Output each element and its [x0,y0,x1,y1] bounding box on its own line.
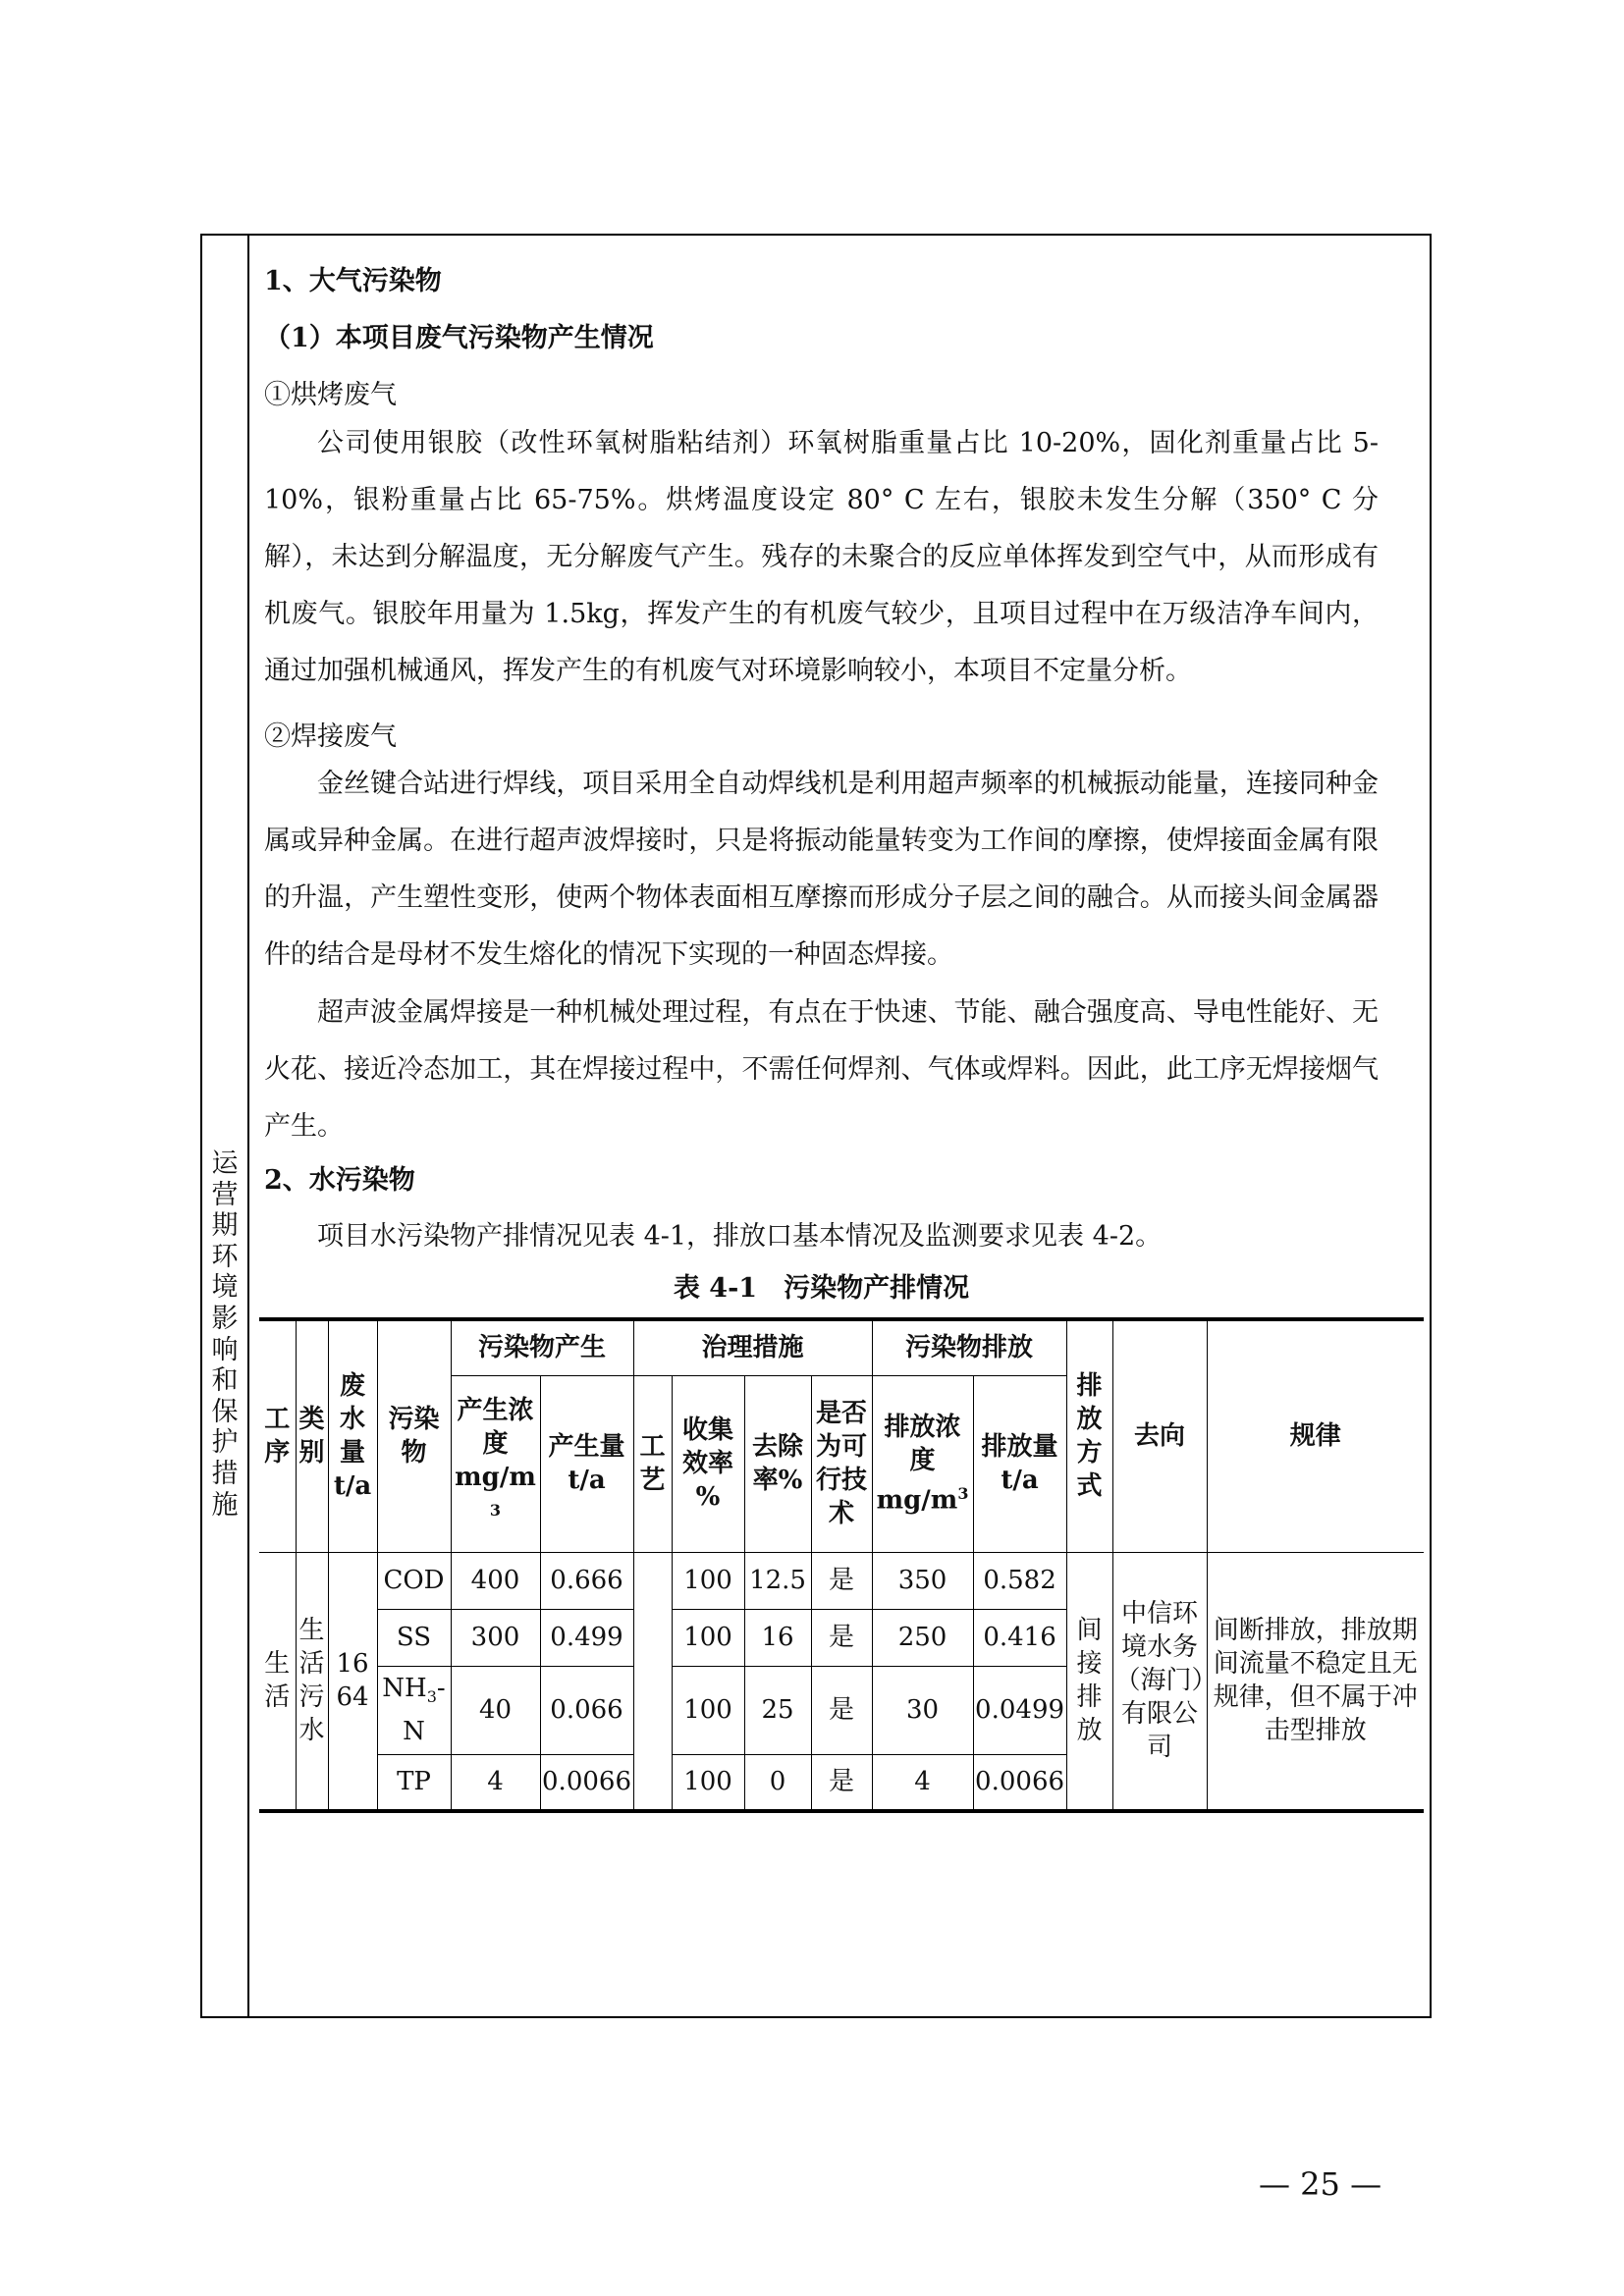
cell-em-amount: 0.0499 [973,1666,1066,1754]
cell-feasible: 是 [811,1754,872,1811]
water-pollutants-heading: 2、水污染物 [264,1165,415,1196]
cell-removal-rate: 12.5 [744,1552,811,1609]
table-row [259,1552,1424,1609]
cell-discharge-mode: 间接排放 [1066,1552,1112,1811]
side-label-char: 护 [211,1427,239,1459]
header-removal-rate: 去除率% [744,1375,811,1552]
cell-feasible: 是 [811,1609,872,1666]
side-label-char: 施 [211,1489,239,1521]
cell-pollutant: TP [377,1754,451,1811]
cell-collection-rate: 100 [672,1552,744,1609]
cell-gen-amount: 0.066 [540,1666,633,1754]
side-label-char: 影 [211,1303,239,1334]
cell-pollutant: COD [377,1552,451,1609]
page-number: — 25 — [1259,2165,1382,2203]
header-destination: 去向 [1112,1319,1207,1552]
welding-gas-heading: ②焊接废气 [264,721,397,752]
header-emission-group: 污染物排放 [872,1319,1066,1375]
cell-em-concentration: 350 [872,1552,973,1609]
side-label-char: 环 [211,1241,239,1272]
cell-em-amount: 0.582 [973,1552,1066,1609]
header-em-amount: 排放量 t/a [973,1375,1066,1552]
cell-destination: 中信环境水务（海门）有限公司 [1112,1552,1207,1811]
cell-pattern: 间断排放，排放期间流量不稳定且无规律，但不属于冲击型排放 [1207,1552,1424,1811]
cell-gen-amount: 0.499 [540,1609,633,1666]
header-pollutant: 污染物 [377,1319,451,1552]
cell-pollutant: SS [377,1609,451,1666]
cell-em-concentration: 250 [872,1609,973,1666]
cell-collection-rate: 100 [672,1666,744,1754]
baking-gas-heading: ①烘烤废气 [264,380,397,410]
cell-technique [633,1552,672,1811]
side-label-char: 境 [211,1272,239,1304]
cell-gen-concentration: 4 [451,1754,540,1811]
side-label-char: 响 [211,1334,239,1365]
cell-collection-rate: 100 [672,1609,744,1666]
cell-gen-amount: 0.0066 [540,1754,633,1811]
cell-em-amount: 0.416 [973,1609,1066,1666]
cell-em-concentration: 30 [872,1666,973,1754]
water-paragraph: 项目水污染物产排情况见表 4-1，排放口基本情况及监测要求见表 4-2。 [317,1221,1163,1252]
side-label-char: 营 [211,1179,239,1210]
header-generation-group: 污染物产生 [451,1319,633,1375]
cell-category: 生活污水 [296,1552,328,1811]
cell-gen-amount: 0.666 [540,1552,633,1609]
header-category: 类别 [296,1319,328,1552]
header-collection-rate: 收集效率 % [672,1375,744,1552]
air-pollutants-heading: 1、大气污染物 [264,266,442,296]
cell-removal-rate: 25 [744,1666,811,1754]
pollutant-table [259,1317,1424,1813]
header-gen-amount: 产生量 t/a [540,1375,633,1552]
header-discharge-mode: 排放方式 [1066,1319,1112,1552]
side-label-char: 和 [211,1365,239,1397]
header-gen-concentration: 产生浓度 $mg/m^3$ [451,1375,540,1552]
header-treatment-group: 治理措施 [633,1319,872,1375]
cell-gen-concentration: 40 [451,1666,540,1754]
header-wastewater-volume: 废水量 t/a [328,1319,377,1552]
header-em-concentration: 排放浓度 $mg/m^3$ [872,1375,973,1552]
side-label [202,1148,247,1521]
side-label-char: 运 [211,1148,239,1179]
cell-removal-rate: 16 [744,1609,811,1666]
cell-gen-concentration: 300 [451,1609,540,1666]
cell-em-amount: 0.0066 [973,1754,1066,1811]
baking-gas-paragraph: 公司使用银胶（改性环氧树脂粘结剂）环氧树脂重量占比 10-20%，固化剂重量占比 5-10%，银粉重量占比 65-75%。烘烤温度设定 80° C 左右，银胶未发生分解（350° C 分解），未达到分解温度，无分解废气产生。残存的未聚合的反应单体挥发到空气中，从而形成有机废气。银胶年用量为 1.5kg，挥发产生的有机废气较少，且项目过程中在万级洁净车间内，通过加强机械通风，挥发产生的有机废气对环境影响较小，本项目不定量分析。 [264,428,1379,686]
side-column [202,236,249,2016]
welding-paragraph-2: 超声波金属焊接是一种机械处理过程，有点在于快速、节能、融合强度高、导电性能好、无火花、接近冷态加工，其在焊接过程中，不需任何焊剂、气体或焊料。因此，此工序无焊接烟气产生。 [264,997,1379,1142]
cell-removal-rate: 0 [744,1754,811,1811]
cell-wastewater-volume: 1664 [328,1552,377,1811]
side-label-char: 期 [211,1210,239,1242]
cell-feasible: 是 [811,1552,872,1609]
table-caption: 表 4-1 污染物产排情况 [673,1273,970,1304]
cell-process: 生活 [259,1552,296,1811]
header-pattern: 规律 [1207,1319,1424,1552]
cell-collection-rate: 100 [672,1754,744,1811]
header-feasible: 是否为可行技术 [811,1375,872,1552]
side-label-char: 保 [211,1396,239,1427]
side-label-char: 措 [211,1458,239,1489]
cell-pollutant: $NH_3-N$ [377,1666,451,1754]
header-process: 工序 [259,1319,296,1552]
header-technique: 工艺 [633,1375,672,1552]
welding-paragraph-1: 金丝键合站进行焊线，项目采用全自动焊线机是利用超声频率的机械振动能量，连接同种金属或异种金属。在进行超声波焊接时，只是将振动能量转变为工作间的摩擦，使焊接面金属有限的升温，产生塑性变形，使两个物体表面相互摩擦而形成分子层之间的融合。从而接头间金属器件的结合是母材不发生熔化的情况下实现的一种固态焊接。 [264,769,1379,970]
cell-feasible: 是 [811,1666,872,1754]
exhaust-gas-subheading: （1）本项目废气污染物产生情况 [264,323,654,353]
cell-gen-concentration: 400 [451,1552,540,1609]
cell-em-concentration: 4 [872,1754,973,1811]
